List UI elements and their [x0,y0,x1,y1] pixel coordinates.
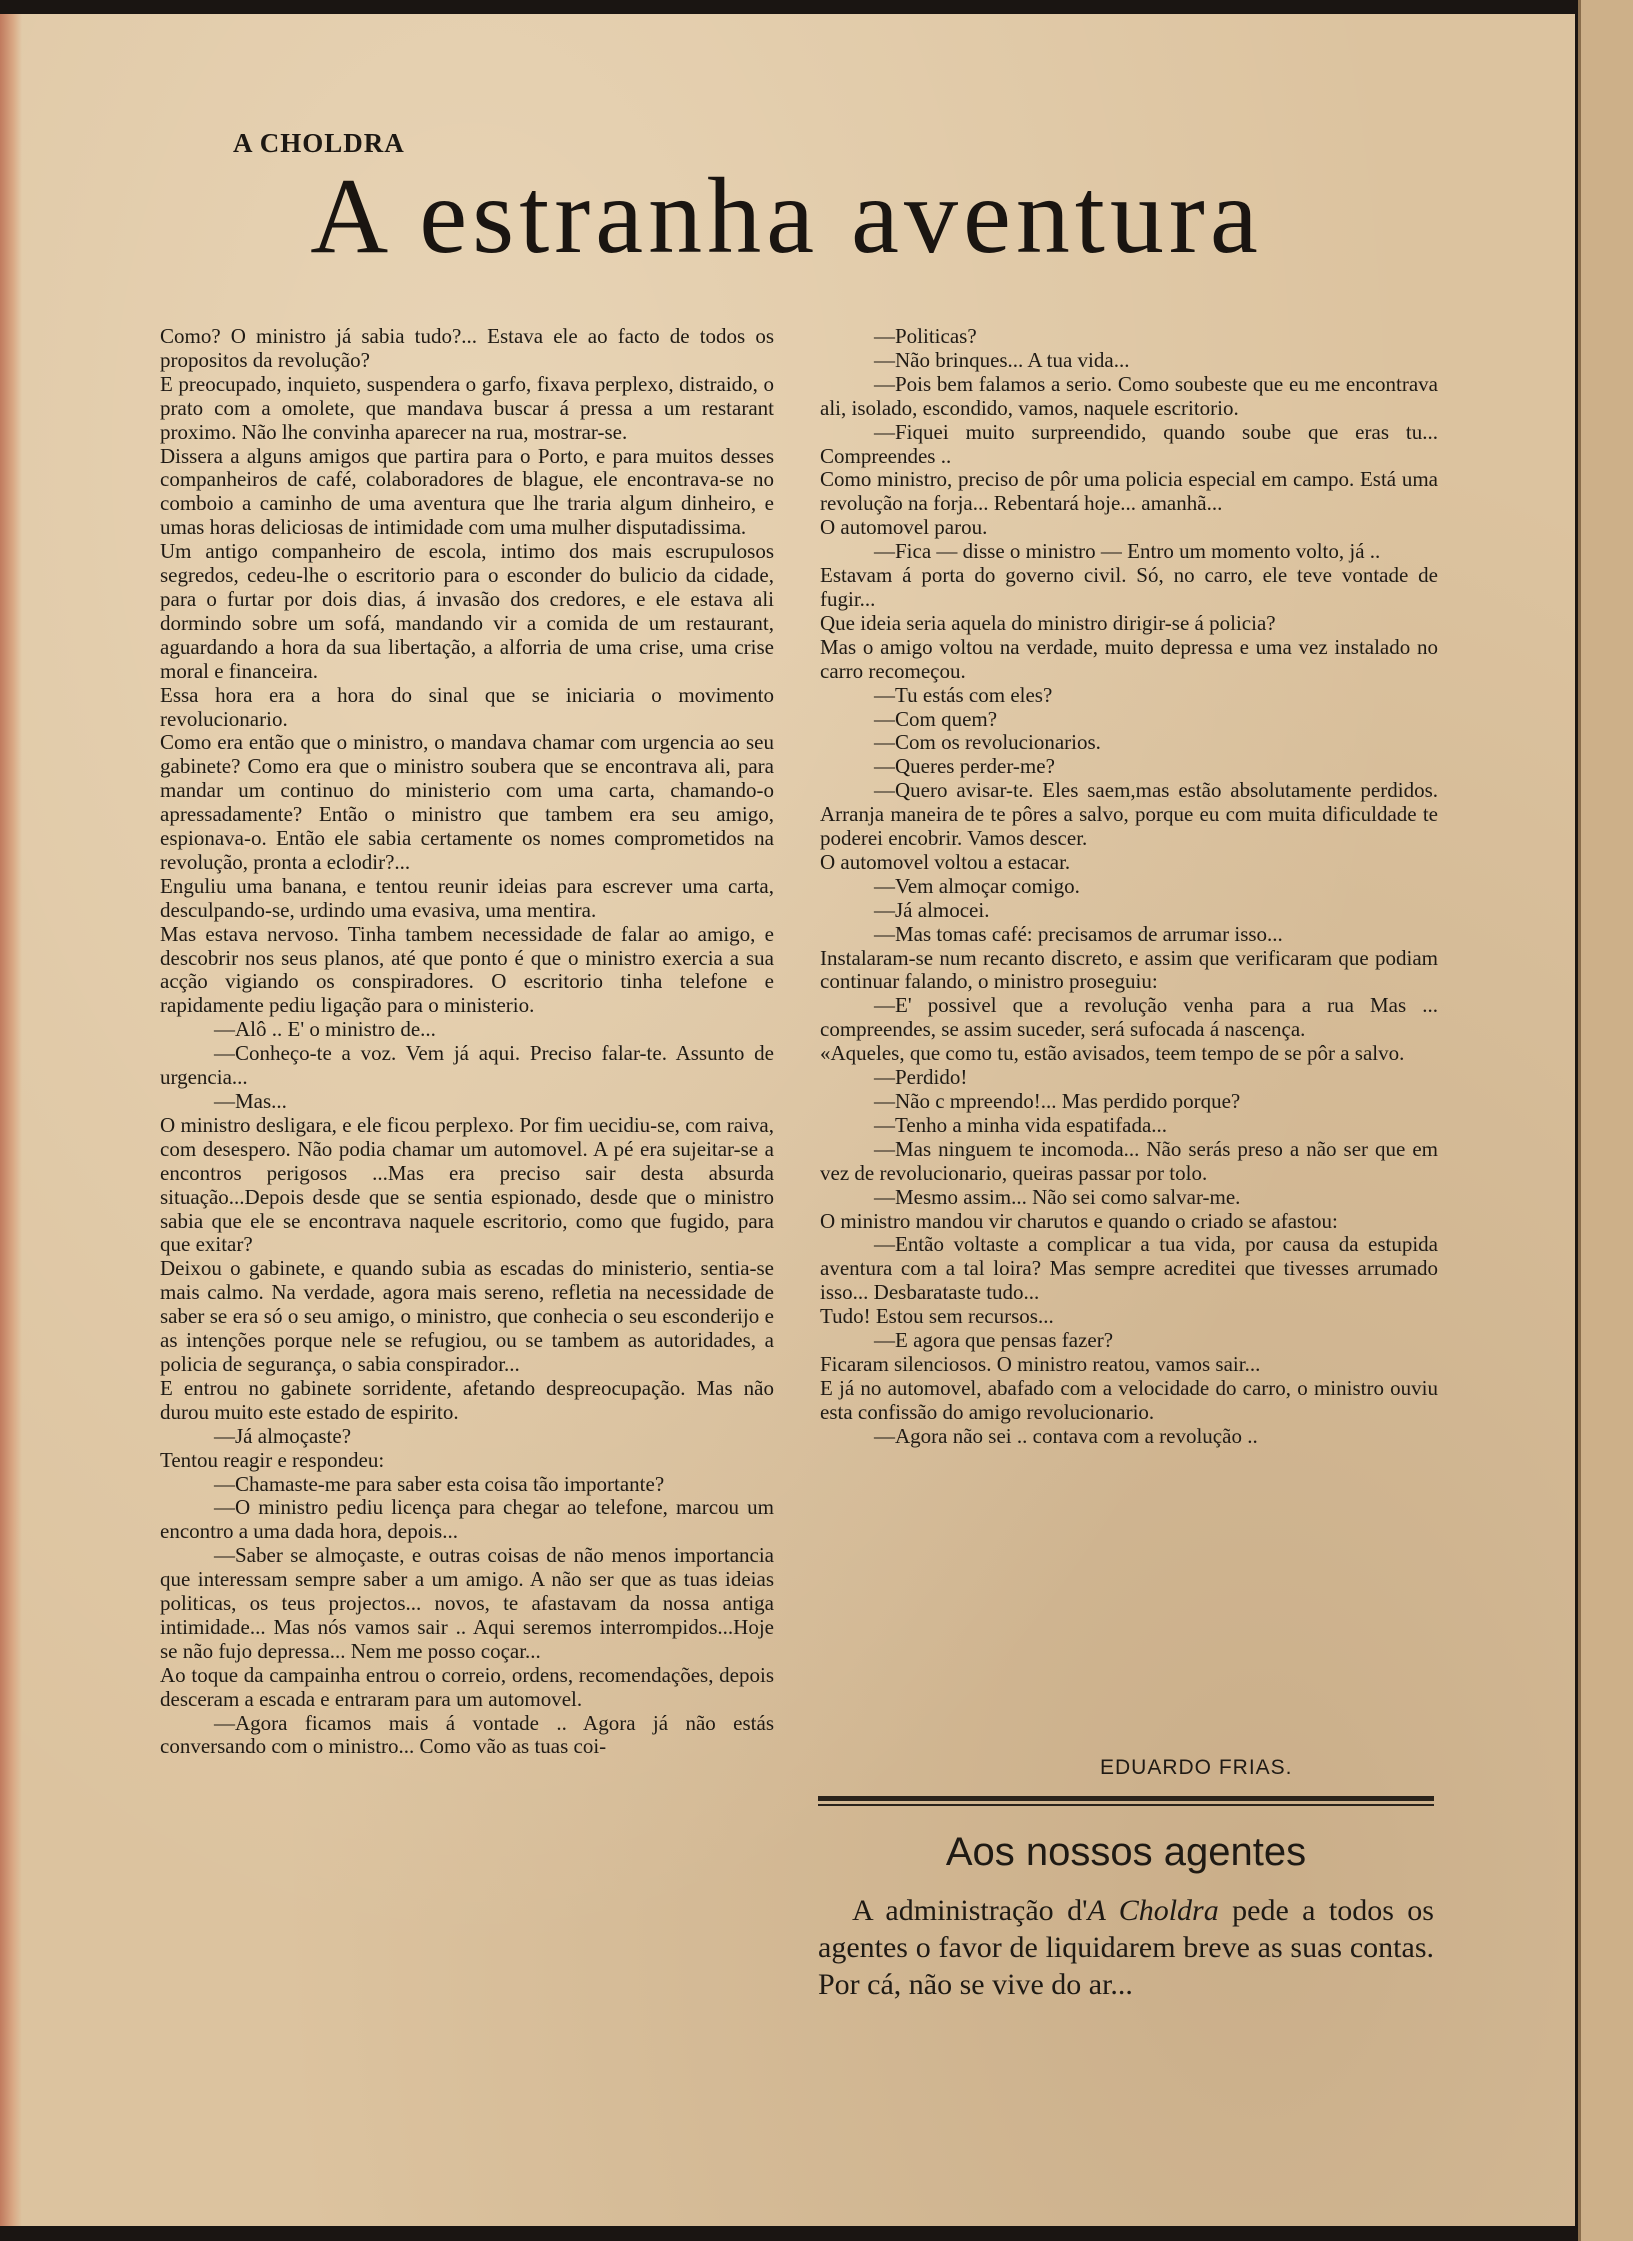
article-paragraph: —Fiquei muito surpreendido, quando soube que eras tu... Compreendes .. [820,419,1438,468]
article-paragraph: Deixou o gabinete, e quando subia as escadas do ministerio, sentia-se mais calmo. Na verdade, agora mais sereno, refletia na necessidade de saber se era só o seu amigo, o ministro, que conhecia o seu esconderijo e as intenções porque nele se refugiou, ou se tambem as autoridades, a policia de segurança, o sabia conspirador... [160,1256,774,1376]
article-paragraph: —Já almocei. [874,897,990,922]
article-paragraph: —E agora que pensas fazer? [874,1328,1114,1353]
section-label: A CHOLDRA [233,128,405,158]
article-paragraph: —Com os revolucionarios. [874,730,1101,755]
article-paragraph: Essa hora era a hora do sinal que se iniciaria o movimento revolucionario. [160,682,774,731]
article-paragraph: —Fica — disse o ministro — Entro um momento volto, já .. [874,539,1381,564]
article-column-left [160,325,774,1759]
article-paragraph: E já no automovel, abafado com a velocidade do carro, o ministro ouviu esta confissão do amigo revolucionario. [820,1375,1438,1424]
article-paragraph: Como? O ministro já sabia tudo?... Estava ele ao facto de todos os propositos da revolução? [160,324,774,372]
article-paragraph: Um antigo companheiro de escola, intimo dos mais escrupulosos segredos, cedeu-lhe o escritorio para o esconder do bulicio da cidade, para o furtar por dois dias, á invasão dos credores, e ele estava ali dormindo sobre um sofá, mandando vir a comida de um restaurant, aguardando a hora da sua libertação, a alforria de uma crise, uma crise moral e financeira. [160,539,774,683]
article-paragraph: O ministro desligara, e ele ficou perplexo. Por fim uecidiu-se, com raiva, com desespero. Não podia chamar um automovel. A pé era sujeitar-se a encontros perigosos ...Mas era preciso sair desta absurda situação...Depois desde que se sentia espionado, desde que o ministro sabia que ele se encontrava naquele escritorio, como que fugido, para que exitar? [160,1112,774,1257]
article-paragraph: Mas o amigo voltou na verdade, muito depressa e uma vez instalado no carro recomeçou. [820,634,1438,683]
article-paragraph: —Tu estás com eles? [874,682,1053,707]
article-paragraph: O automovel voltou a estacar. [820,849,1071,874]
author-signature: EDUARDO FRIAS. [1100,1756,1293,1779]
article-paragraph: Tudo! Estou sem recursos... [820,1304,1054,1329]
article-paragraph: —Tenho a minha vida espatifada... [874,1112,1168,1137]
divider-rule-thin [818,1804,1434,1806]
article-paragraph: —Agora não sei .. contava com a revolução .. [874,1423,1258,1448]
article-paragraph: —Chamaste-me para saber esta coisa tão importante? [214,1471,665,1496]
article-paragraph: —Agora ficamos mais á vontade .. Agora já não estás conversando com o ministro... Como vão as tuas coi- [160,1710,774,1759]
article-paragraph: —Mas tomas café: precisamos de arrumar isso... [874,921,1283,946]
article-paragraph: Como ministro, preciso de pôr uma policia especial em campo. Está uma revolução na forja... Rebentará hoje... amanhã... [820,467,1438,516]
article-paragraph: O ministro mandou vir charutos e quando o criado se afastou: [820,1208,1338,1233]
publication-name: A Choldra [1087,1894,1219,1927]
article-paragraph: —Mas ninguem te incomoda... Não serás preso a não ser que em vez de revolucionario, queiras passar por tolo. [820,1136,1438,1185]
article-paragraph: Instalaram-se num recanto discreto, e assim que verificaram que podiam continuar falando, o ministro proseguiu: [820,945,1438,994]
notice-text-end: pede a todos os agentes o favor de liquidarem breve as suas contas. Por cá, não se vive do ar... [818,1894,1434,2001]
article-paragraph: —E' possivel que a revolução venha para a rua Mas ... compreendes, se assim suceder, será sufocada á nascença. [820,993,1438,1042]
article-paragraph: —Não brinques... A tua vida... [874,347,1130,372]
article-paragraph: —Alô .. E' o ministro de... [214,1017,436,1042]
article-paragraph: Mas estava nervoso. Tinha tambem necessidade de falar ao amigo, e descobrir nos seus planos, até que ponto é que o ministro exercia a sua acção vigiando os conspiradores. O escritorio tinha telefone e rapidamente pediu ligação para o ministerio. [160,921,774,1018]
article-paragraph: Como era então que o ministro, o mandava chamar com urgencia ao seu gabinete? Como era que o ministro soubera que se encontrava ali, para mandar um continuo do ministerio com uma carta, chamando-o apressadamente? Então o ministro que tambem era seu amigo, espionava-o. Então ele sabia certamente os nomes comprometidos na revolução, pronta a eclodir?... [160,730,774,874]
article-paragraph: —Conheço-te a voz. Vem já aqui. Preciso falar-te. Assunto de urgencia... [160,1041,774,1090]
article-paragraph: —Politicas? [874,324,977,348]
notice-text-start: A administração d' [852,1894,1088,1927]
notice-title: Aos nossos agentes [945,1830,1307,1874]
article-paragraph: —Mas... [214,1089,287,1113]
article-paragraph: Tentou reagir e respondeu: [160,1447,385,1472]
article-paragraph: E preocupado, inquieto, suspendera o garfo, fixava perplexo, distraido, o prato com a omolete, que mandava buscar á pressa a um restarant proximo. Não lhe convinha aparecer na rua, mostrar-se. [160,371,774,444]
article-paragraph: —Vem almoçar comigo. [874,873,1080,898]
article-paragraph: O automovel parou. [820,515,988,540]
article-paragraph: —Saber se almoçaste, e outras coisas de não menos importancia que interessam sempre saber a um amigo. A não ser que as tuas ideias politicas, os teus projectos... novos, te afastavam da nossa antiga intimidade... Mas nós vamos sair .. Aqui seremos interrompidos...Hoje se não fujo depressa... Nem me posso coçar... [160,1543,774,1663]
adjacent-page-edge [1578,0,1633,2241]
article-paragraph: —Mesmo assim... Não sei como salvar-me. [874,1184,1241,1209]
article-paragraph: Que ideia seria aquela do ministro dirigir-se á policia? [820,610,1276,635]
article-column-right [820,325,1438,1449]
article-paragraph: —Perdido! [874,1065,968,1090]
article-paragraph: —Já almoçaste? [214,1423,352,1448]
article-paragraph: Estavam á porta do governo civil. Só, no carro, ele teve vontade de fugir... [820,563,1438,611]
article-paragraph: —Então voltaste a complicar a tua vida, por causa da estupida aventura com a tal loira? Mas sempre acreditei que tivesses arrumado isso... Desbarataste tudo... [820,1232,1438,1305]
article-paragraph: Ao toque da campainha entrou o correio, ordens, recomendações, depois desceram a escada e entraram para um automovel. [160,1662,774,1711]
article-paragraph: —Não c mpreendo!... Mas perdido porque? [874,1089,1241,1113]
article-paragraph: —Queres perder-me? [874,754,1055,779]
article-paragraph: «Aqueles, que como tu, estão avisados, teem tempo de se pôr a salvo. [820,1041,1405,1066]
article-paragraph: —Pois bem falamos a serio. Como soubeste que eu me encontrava ali, isolado, escondido, vamos, naquele escritorio. [820,371,1438,420]
notice-body [818,1892,1434,2003]
article-paragraph: E entrou no gabinete sorridente, afetando despreocupação. Mas não durou muito este estado de espirito. [160,1375,774,1424]
article-paragraph: Dissera a alguns amigos que partira para o Porto, e para muitos desses companheiros de café, colaboradores de blague, ele encontrava-se no comboio a caminho de uma aventura que lhe traria algum dinheiro, e umas horas deliciosas de intimidade com uma mulher disputadissima. [160,443,774,540]
article-paragraph: Enguliu uma banana, e tentou reunir ideias para escrever uma carta, desculpando-se, urdindo uma evasiva, uma mentira. [160,873,774,922]
article-paragraph: Ficaram silenciosos. O ministro reatou, vamos sair... [820,1351,1261,1376]
article-paragraph: —O ministro pediu licença para chegar ao telefone, marcou um encontro a uma dada hora, depois... [160,1495,774,1544]
page-edge [0,14,22,2226]
article-headline: A estranha aventura [310,157,1263,276]
article-paragraph: —Com quem? [874,706,998,731]
divider-rule [818,1796,1434,1801]
article-paragraph: —Quero avisar-te. Eles saem,mas estão absolutamente perdidos. Arranja maneira de te pôres a salvo, porque eu com muita dificuldade te poderei encobrir. Vamos descer. [820,778,1438,851]
